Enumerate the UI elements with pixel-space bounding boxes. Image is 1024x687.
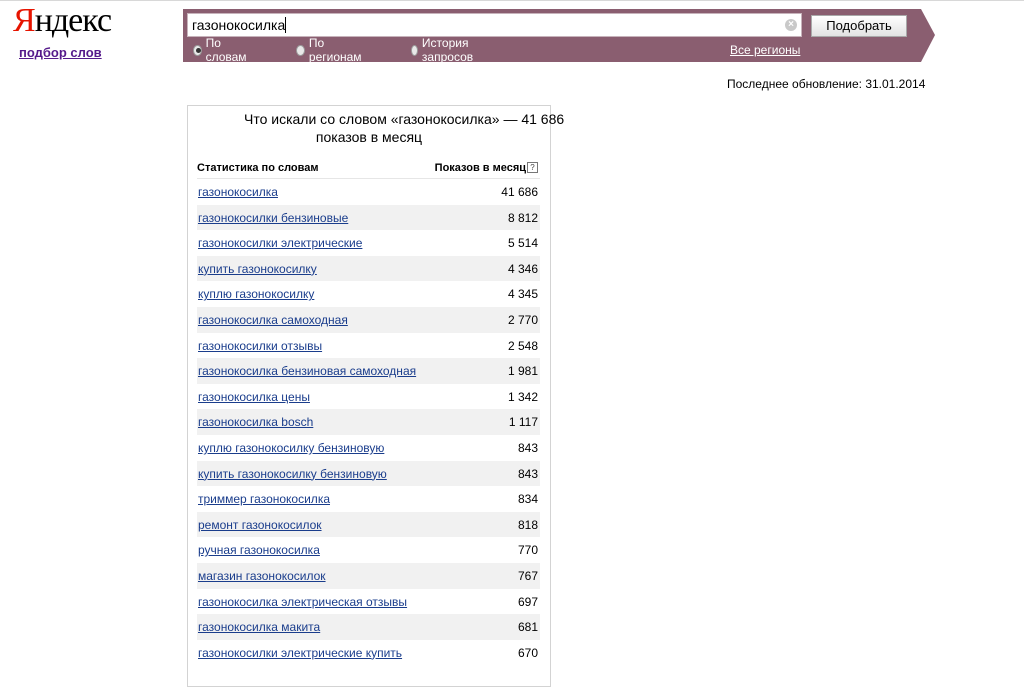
clear-icon[interactable]: ×: [785, 19, 797, 31]
impressions-count: 1 342: [507, 389, 538, 404]
table-row: [197, 589, 540, 615]
keyword-link[interactable]: газонокосилка самоходная: [198, 312, 348, 327]
impressions-count: 1 117: [508, 415, 538, 430]
search-query-text: газонокосилка: [192, 17, 286, 33]
keyword-link[interactable]: газонокосилки бензиновые: [198, 210, 349, 225]
table-row: [197, 384, 540, 410]
keyword-link[interactable]: ремонт газонокосилок: [198, 517, 322, 532]
keyword-link[interactable]: куплю газонокосилку бензиновую: [198, 440, 385, 455]
table-row: [197, 281, 540, 307]
keyword-link[interactable]: газонокосилки электрические купить: [198, 645, 403, 660]
last-update-text: Последнее обновление: 31.01.2014: [727, 77, 926, 91]
table-row: [197, 486, 540, 512]
keyword-link[interactable]: купить газонокосилку бензиновую: [198, 466, 387, 481]
impressions-count: 8 812: [507, 210, 538, 225]
radio-button-icon: [296, 45, 305, 56]
impressions-count: 2 548: [507, 338, 538, 353]
impressions-count: 697: [517, 594, 538, 609]
radio-query-history[interactable]: История запросов: [411, 43, 477, 57]
keyword-link[interactable]: куплю газонокосилку: [198, 287, 315, 302]
radio-by-words[interactable]: По словам: [193, 43, 249, 57]
table-row: [197, 179, 540, 205]
table-row: [197, 537, 540, 563]
table-row: [197, 640, 540, 666]
table-row: [197, 333, 540, 359]
keyword-link[interactable]: газонокосилка макита: [198, 620, 321, 635]
table-row: [197, 307, 540, 333]
keyword-link[interactable]: триммер газонокосилка: [198, 492, 330, 507]
all-regions-link[interactable]: Все регионы: [730, 43, 801, 57]
column-header-impressions: Показов в месяц ?: [435, 162, 538, 174]
radio-by-regions[interactable]: По регионам: [296, 43, 364, 57]
table-row: [197, 358, 540, 384]
impressions-count: 2 770: [507, 312, 538, 327]
keyword-link[interactable]: газонокосилка цены: [198, 389, 310, 404]
text-caret: [285, 17, 286, 33]
panel-title: Что искали со словом «газонокосилка» — 41 686 показов в месяц: [244, 111, 565, 145]
top-border: [0, 0, 1024, 1]
yandex-logo[interactable]: Яндекс: [13, 2, 112, 39]
table-body: [197, 179, 540, 665]
keyword-stats-panel: [187, 105, 565, 687]
keyword-link[interactable]: купить газонокосилку: [198, 261, 317, 276]
table-row: [197, 409, 540, 435]
keyword-table: [197, 162, 540, 665]
impressions-count: 670: [517, 645, 538, 660]
table-row: [197, 461, 540, 487]
table-row: [197, 435, 540, 461]
impressions-count: 770: [517, 543, 538, 558]
impressions-count: 1 981: [507, 364, 538, 379]
impressions-count: 681: [517, 620, 538, 635]
table-row: [197, 230, 540, 256]
keyword-link[interactable]: газонокосилка: [198, 185, 278, 199]
impressions-count: 834: [517, 492, 538, 507]
impressions-count: 767: [517, 568, 538, 583]
help-icon[interactable]: ?: [527, 162, 538, 173]
table-row: [197, 256, 540, 282]
keyword-link[interactable]: газонокосилки отзывы: [198, 338, 323, 353]
radio-button-icon: [411, 45, 418, 56]
column-header-keywords: Статистика по словам: [197, 162, 319, 174]
keyword-link[interactable]: газонокосилка электрическая отзывы: [198, 594, 408, 609]
keyword-link[interactable]: газонокосилка bosch: [198, 415, 314, 430]
impressions-count: 818: [517, 517, 538, 532]
table-row: [197, 512, 540, 538]
service-link-wordstat[interactable]: подбор слов: [19, 45, 102, 60]
impressions-count: 843: [517, 440, 538, 455]
submit-button[interactable]: Подобрать: [811, 15, 907, 37]
search-input[interactable]: [187, 13, 802, 37]
impressions-count: 843: [517, 466, 538, 481]
radio-button-icon: [193, 45, 202, 56]
keyword-link[interactable]: магазин газонокосилок: [198, 568, 326, 583]
table-row: [197, 205, 540, 231]
table-header: [197, 162, 540, 179]
impressions-count: 4 346: [507, 261, 538, 276]
keyword-link[interactable]: ручная газонокосилка: [198, 543, 320, 558]
table-row: [197, 563, 540, 589]
search-bar-arrow: [921, 9, 935, 62]
keyword-link[interactable]: газонокосилки электрические: [198, 236, 363, 251]
impressions-count: 4 345: [507, 287, 538, 302]
keyword-link[interactable]: газонокосилка бензиновая самоходная: [198, 364, 417, 379]
impressions-count: 5 514: [507, 236, 538, 251]
table-row: [197, 614, 540, 640]
impressions-count: 41 686: [501, 185, 538, 199]
